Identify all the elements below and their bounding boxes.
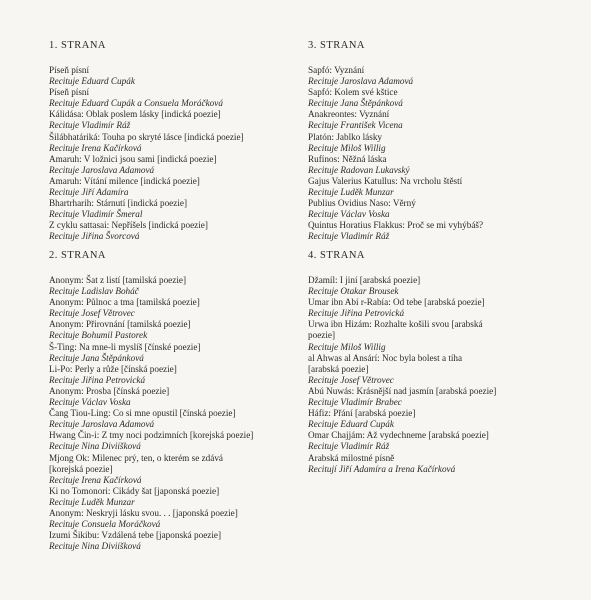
reciter-line: Recituje Václav Voska xyxy=(49,397,131,408)
reciter-line: Recituje Jana Štěpánková xyxy=(49,352,144,363)
poem-title-line: Arabská milostné písně xyxy=(308,452,395,463)
poem-title-line: Quintus Horatius Flakkus: Proč se mi vyhýbáš? xyxy=(308,220,484,231)
reciter-line: Recituje Jiřina Švorcová xyxy=(49,231,140,242)
reciter-line: Recituje Bohumil Pastorek xyxy=(49,330,148,341)
reciter-line: Recituje Eduard Cupák a Consuela Moráčková xyxy=(49,98,223,109)
reciter-line: Recituje Eduard Cupák xyxy=(49,76,135,87)
reciter-line: Recituje Jaroslava Adamová xyxy=(49,164,155,175)
side-4-tracklist xyxy=(308,250,548,475)
poem-title-line: Bhartrharih: Stárnutí [indická poezie] xyxy=(49,198,188,209)
poem-title-line: Izumi Šikibu: Vzdálená tebe [japonská poezie] xyxy=(49,530,222,541)
reciter-line: Recituje Nina Diviíšková xyxy=(49,541,141,552)
poem-title-line: Š-Ting: Na mne-li myslíš [čínské poezie] xyxy=(49,341,201,352)
reciter-line: Recituje Ladislav Boháč xyxy=(49,286,139,297)
side-3-entries xyxy=(308,65,558,243)
side-4-title: 4. STRANA xyxy=(308,250,366,261)
poem-title-line: Li-Po: Perly a růže [čínská poezie] xyxy=(49,363,177,374)
poem-title-line: Anonym: Šat z listí [tamilská poezie] xyxy=(49,275,187,285)
poem-title-line: Šilábhatáriká: Touha po skryté lásce [indická poezie] xyxy=(49,131,244,142)
poem-title-line: Amaruh: Vítání milence [indická poezie] xyxy=(49,175,200,186)
poem-title-line: Čang Tiou-Ling: Co si mne opustil [čínská poezie] xyxy=(49,408,236,419)
reciter-line: Recituje Eduard Cupák xyxy=(308,419,394,430)
reciter-line: Recituje Irena Kačírková xyxy=(49,474,142,485)
poem-title-line: Abú Nuwás: Krásnější nad jasmín [arabská poezie] xyxy=(308,385,497,396)
poem-title-line: Háfiz: Přání [arabská poezie] xyxy=(308,408,416,419)
reciter-line: Recituje Consuela Moráčková xyxy=(49,519,161,530)
poem-title-line: Anonym: Přirovnání [tamilská poezie] xyxy=(49,319,191,330)
poem-title-line: Anakreontes: Vyznání xyxy=(308,109,390,120)
reciter-line: Recitují Jiří Adamíra a Irena Kačírková xyxy=(308,463,456,474)
poem-title-line: Omar Chajjám: Až vydechneme [arabská poezie] xyxy=(308,430,489,441)
poem-title-line: Anonym: Neskryji lásku svou. . . [japonská poezie] xyxy=(49,507,238,518)
poem-title-line: Sapfó: Vyznání xyxy=(308,65,365,75)
poem-title-line: Rufínos: Něžná láska xyxy=(308,153,387,164)
poem-title-line: Umar ibn Abí r-Rabía: Od tebe [arabská poezie] xyxy=(308,297,485,308)
reciter-line: Recituje Irena Kačírková xyxy=(49,142,142,153)
poem-title-line: Anonym: Prosba [čínská poezie] xyxy=(49,385,170,396)
reciter-line: Recituje Vladimír Ráž xyxy=(49,120,131,131)
reciter-line: Recituje Jana Štěpánková xyxy=(308,98,403,109)
reciter-line: Recituje Josef Větrovec xyxy=(308,374,394,385)
side-3-tracklist xyxy=(308,40,558,243)
reciter-line: Recituje Otakar Brousek xyxy=(308,286,399,297)
poem-title-line: Hwang Čin-i: Z tmy noci podzimních [korejská poezie] xyxy=(49,430,254,441)
side-1-entries xyxy=(49,65,299,243)
reciter-line: Recituje Jiřina Petrovická xyxy=(308,308,405,319)
reciter-line: Recituje Vladimír Brabec xyxy=(308,397,402,408)
reciter-line: Recituje František Vicena xyxy=(308,120,403,131)
poem-title-line: Anonym: Půlnoc a tma [tamilská poezie] xyxy=(49,297,200,308)
poem-title-line: Platón: Jablko lásky xyxy=(308,131,383,142)
poem-title-line: al Ahwas al Ansárí: Noc byla bolest a tíha [arabská poezie] xyxy=(308,352,463,374)
poem-title-line: Sapfó: Kolem své kštice xyxy=(308,87,398,98)
side-3-title: 3. STRANA xyxy=(308,40,366,51)
reciter-line: Recituje Nina Diviíšková xyxy=(49,441,141,452)
poem-title-line: Urwa ibn Hizám: Rozhalte košili svou [arabská poezie] xyxy=(308,319,483,341)
reciter-line: Recituje Jaroslava Adamová xyxy=(308,76,414,87)
reciter-line: Recituje Václav Voska xyxy=(308,209,390,220)
poem-title-line: Publius Ovidius Naso: Věrný xyxy=(308,198,416,209)
reciter-line: Recituje Josef Větrovec xyxy=(49,308,135,319)
poem-title-line: Mjong Ok: Milenec prý, ten, o kterém se zdává [korejská poezie] xyxy=(49,452,224,474)
reciter-line: Recituje Luděk Munzar xyxy=(308,187,394,198)
poem-title-line: Gajus Valerius Katullus: Na vrcholu štěstí xyxy=(308,175,463,186)
reciter-line: Recituje Jiří Adamíra xyxy=(49,187,129,198)
side-1-tracklist xyxy=(49,40,299,243)
reciter-line: Recituje Miloš Willig xyxy=(308,142,386,153)
reciter-line: Recituje Radovan Lukavský xyxy=(308,164,410,175)
reciter-line: Recituje Jaroslava Adamová xyxy=(49,419,155,430)
side-2-tracklist xyxy=(49,250,299,552)
side-1-title: 1. STRANA xyxy=(49,40,107,51)
poem-title-line: Ki no Tomonori: Cikády šat [japonská poezie] xyxy=(49,485,220,496)
reciter-line: Recituje Vladimír Ráž xyxy=(308,231,390,242)
reciter-line: Recituje Miloš Willig xyxy=(308,341,386,352)
poem-title-line: Kálidása: Oblak poslem lásky [indická poezie] xyxy=(49,109,221,120)
side-4-entries xyxy=(308,275,548,475)
reciter-line: Recituje Luděk Munzar xyxy=(49,496,135,507)
side-2-entries xyxy=(49,275,299,552)
poem-title-line: Píseň písní xyxy=(49,65,90,75)
poem-title-line: Z cyklu sattasai: Nepříšels [indická poezie] xyxy=(49,220,208,231)
side-2-title: 2. STRANA xyxy=(49,250,107,261)
reciter-line: Recituje Vladimír Šmeral xyxy=(49,209,143,220)
poem-title-line: Džamíl: I jiní [arabská poezie] xyxy=(308,275,421,285)
reciter-line: Recituje Vladimír Ráž xyxy=(308,441,390,452)
reciter-line: Recituje Jiřina Petrovická xyxy=(49,374,146,385)
poem-title-line: Amaruh: V ložnici jsou sami [indická poezie] xyxy=(49,153,217,164)
poem-title-line: Píseň písní xyxy=(49,87,90,98)
